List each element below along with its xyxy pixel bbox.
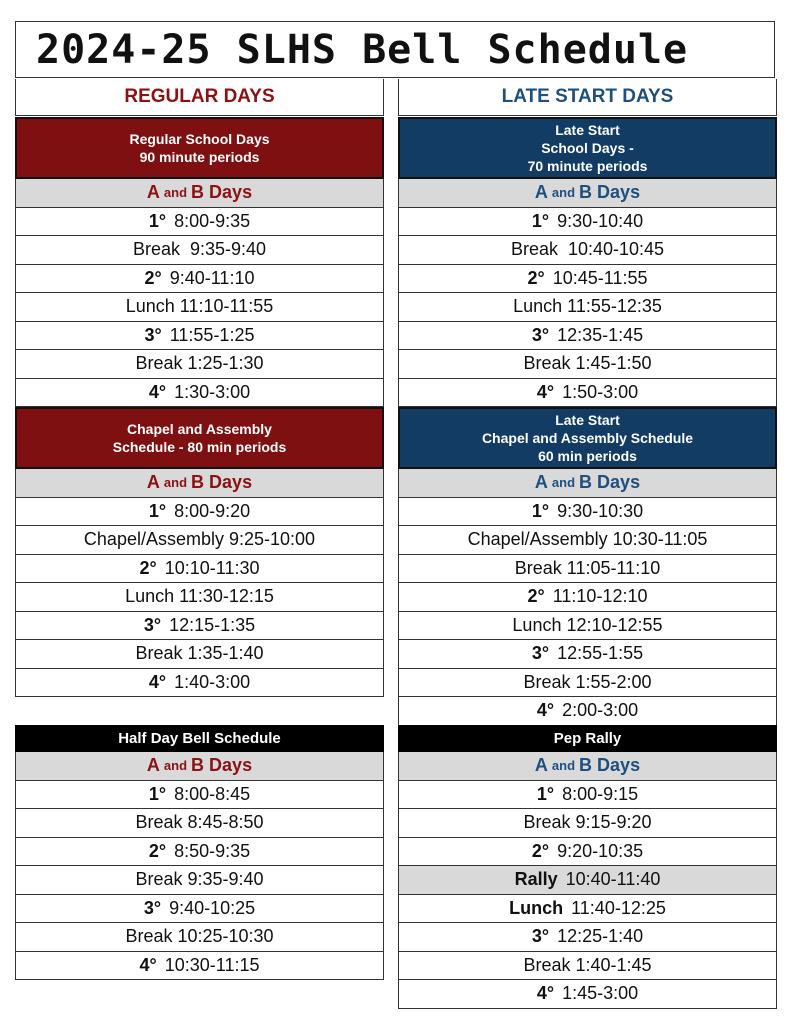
days-header — [16, 179, 383, 208]
days-b: B Days — [191, 755, 253, 776]
schedule-row — [399, 208, 776, 237]
period-label: 4° — [536, 381, 555, 402]
schedule-row — [399, 640, 776, 669]
period-label: 4° — [536, 983, 555, 1004]
days-a: A — [146, 472, 160, 493]
schedule-row — [16, 236, 383, 265]
period-label: 3° — [144, 324, 162, 345]
schedule-rows — [15, 179, 384, 407]
schedule-row — [399, 498, 776, 527]
days-and: and — [163, 475, 188, 491]
period-label: 3° — [143, 614, 162, 635]
time-range: Break 10:25-10:30 — [125, 926, 274, 947]
time-range: 8:50-9:35 — [174, 840, 251, 861]
days-header — [399, 179, 776, 208]
time-range: Chapel/Assembly 10:30-11:05 — [467, 529, 708, 550]
schedule-row — [399, 236, 776, 265]
time-range: Break 9:35-9:40 — [132, 239, 267, 260]
time-range: 12:55-1:55 — [557, 643, 644, 664]
time-range: Break 11:05-11:10 — [514, 557, 661, 578]
time-range: 11:40-12:25 — [571, 897, 666, 918]
schedule-row — [399, 293, 776, 322]
schedule-row — [16, 612, 383, 641]
time-range: Lunch 12:10-12:55 — [512, 614, 663, 635]
period-label: 4° — [536, 700, 555, 721]
banner-line: Pep Rally — [553, 729, 622, 747]
days-a: A — [146, 182, 160, 203]
schedule-row — [16, 895, 383, 924]
schedule-row — [16, 350, 383, 379]
time-range: 8:00-9:15 — [562, 783, 639, 804]
period-label: 1° — [148, 210, 167, 231]
days-a: A — [534, 755, 548, 776]
pep-rally-block — [398, 725, 777, 1009]
period-label: 1° — [148, 500, 167, 521]
half-day-banner — [15, 725, 384, 752]
time-range: 2:00-3:00 — [562, 700, 639, 721]
period-label: 3° — [531, 324, 550, 345]
days-and: and — [551, 475, 576, 491]
late-start-banner — [398, 117, 777, 179]
time-range: Chapel/Assembly 9:25-10:00 — [83, 529, 316, 550]
days-b: B Days — [579, 182, 641, 203]
period-label: 2° — [527, 586, 545, 607]
schedule-row — [16, 952, 383, 981]
schedule-row — [399, 379, 776, 408]
schedule-row — [16, 866, 383, 895]
regular-school-days-block — [15, 117, 384, 407]
late-start-chapel-block — [398, 407, 777, 726]
time-range: 9:30-10:30 — [557, 500, 644, 521]
days-header — [16, 469, 383, 498]
time-range: 10:40-11:40 — [565, 869, 661, 890]
schedule-row — [16, 809, 383, 838]
schedule-row — [16, 293, 383, 322]
schedule-row — [16, 583, 383, 612]
time-range: 9:40-11:10 — [169, 267, 255, 288]
time-range: Lunch 11:30-12:15 — [125, 586, 274, 607]
page-title: 2024-25 SLHS Bell Schedule — [36, 26, 689, 73]
period-label: 4° — [148, 381, 167, 402]
chapel-assembly-block — [15, 407, 384, 697]
regular-days-column — [15, 79, 384, 975]
schedule-row — [399, 612, 776, 641]
schedule-row — [399, 923, 776, 952]
period-label: 1° — [536, 783, 555, 804]
period-label: 2° — [531, 840, 550, 861]
banner-line: 60 min periods — [538, 448, 637, 464]
schedule-row — [399, 526, 776, 555]
time-range: Break 9:15-9:20 — [523, 812, 652, 833]
schedule-row — [399, 265, 776, 294]
late-chapel-banner — [398, 407, 777, 469]
time-range: 1:30-3:00 — [174, 381, 251, 402]
days-a: A — [146, 755, 160, 776]
schedule-row — [399, 669, 776, 698]
period-label: 2° — [148, 840, 167, 861]
period-label: 2° — [144, 267, 162, 288]
time-range: 1:45-3:00 — [562, 983, 639, 1004]
time-range: 8:00-8:45 — [174, 783, 251, 804]
schedule-row — [16, 526, 383, 555]
schedule-rows — [398, 179, 777, 407]
period-label: 4° — [148, 671, 167, 692]
time-range: 12:15-1:35 — [169, 614, 256, 635]
schedule-row — [16, 923, 383, 952]
schedule-row — [399, 980, 776, 1009]
days-b: B Days — [191, 182, 253, 203]
schedule-rows — [15, 752, 384, 980]
schedule-row — [399, 350, 776, 379]
time-range: Break 10:40-10:45 — [510, 239, 665, 260]
banner-line: Regular School Days — [129, 131, 270, 147]
time-range: 12:25-1:40 — [557, 926, 644, 947]
period-label: 1° — [531, 210, 550, 231]
schedule-row — [399, 781, 776, 810]
time-range: Break 1:35-1:40 — [135, 643, 264, 664]
late-start-school-days-block — [398, 117, 777, 407]
pep-rally-banner — [398, 725, 777, 752]
schedule-row — [399, 809, 776, 838]
schedule-row — [399, 555, 776, 584]
banner-line: 70 minute periods — [527, 158, 648, 174]
title-box — [15, 21, 775, 78]
schedule-row — [16, 838, 383, 867]
schedule-rows — [398, 752, 777, 1009]
time-range: 9:40-10:25 — [169, 897, 256, 918]
banner-line: Half Day Bell Schedule — [118, 729, 281, 747]
schedule-rows — [398, 469, 777, 726]
days-a: A — [534, 182, 548, 203]
days-b: B Days — [579, 755, 641, 776]
time-range: Lunch 11:55-12:35 — [513, 296, 662, 317]
period-label: 3° — [143, 897, 162, 918]
time-range: Break 9:35-9:40 — [135, 869, 264, 890]
time-range: 8:00-9:20 — [174, 500, 251, 521]
period-label: 3° — [531, 926, 550, 947]
late-start-heading: LATE START DAYS — [398, 79, 777, 116]
period-label: 3° — [531, 643, 550, 664]
time-range: 11:10-12:10 — [552, 586, 648, 607]
schedule-row — [16, 265, 383, 294]
time-range: 9:20-10:35 — [557, 840, 644, 861]
schedule-row — [399, 895, 776, 924]
days-b: B Days — [191, 472, 253, 493]
schedule-row — [16, 640, 383, 669]
time-range: 10:10-11:30 — [164, 557, 260, 578]
schedule-row — [16, 555, 383, 584]
time-range: 8:00-9:35 — [174, 210, 251, 231]
schedule-row — [399, 583, 776, 612]
banner-line: Late Start — [555, 122, 620, 138]
time-range: 9:30-10:40 — [557, 210, 644, 231]
period-label: Rally — [514, 869, 558, 890]
period-label: 2° — [527, 267, 545, 288]
time-range: Break 1:55-2:00 — [523, 671, 652, 692]
schedule-row — [399, 322, 776, 351]
banner-line: School Days - — [541, 140, 634, 156]
schedule-rows — [15, 469, 384, 697]
days-and: and — [163, 185, 188, 201]
banner-line: Late Start — [555, 412, 620, 428]
period-label: 2° — [139, 557, 157, 578]
days-and: and — [551, 758, 576, 774]
time-range: 1:40-3:00 — [174, 671, 251, 692]
banner-line: Schedule - 80 min periods — [112, 439, 287, 455]
period-label: 4° — [139, 954, 157, 975]
time-range: 12:35-1:45 — [557, 324, 644, 345]
banner-line: 90 minute periods — [139, 149, 260, 165]
schedule-row — [16, 669, 383, 698]
period-label: Lunch — [509, 897, 564, 918]
regular-banner — [15, 117, 384, 179]
days-and: and — [163, 758, 188, 774]
time-range: 10:45-11:55 — [552, 267, 648, 288]
schedule-row — [16, 781, 383, 810]
days-header — [399, 752, 776, 781]
schedule-row — [399, 838, 776, 867]
time-range: Break 8:45-8:50 — [135, 812, 264, 833]
period-label: 1° — [148, 783, 167, 804]
schedule-row — [399, 866, 776, 895]
days-and: and — [551, 185, 576, 201]
schedule-row — [16, 379, 383, 408]
days-header — [16, 752, 383, 781]
days-header — [399, 469, 776, 498]
days-b: B Days — [579, 472, 641, 493]
time-range: Break 1:40-1:45 — [523, 954, 652, 975]
time-range: Lunch 11:10-11:55 — [125, 296, 274, 317]
time-range: 10:30-11:15 — [164, 954, 260, 975]
time-range: Break 1:45-1:50 — [523, 353, 652, 374]
half-day-block — [15, 725, 384, 980]
late-start-column — [398, 79, 777, 1004]
time-range: 11:55-1:25 — [169, 324, 255, 345]
banner-line: Chapel and Assembly — [127, 421, 272, 437]
schedule-row — [399, 952, 776, 981]
schedule-row — [16, 208, 383, 237]
time-range: 1:50-3:00 — [562, 381, 639, 402]
schedule-row — [399, 697, 776, 726]
period-label: 1° — [531, 500, 550, 521]
regular-days-heading: REGULAR DAYS — [15, 79, 384, 116]
schedule-row — [16, 322, 383, 351]
chapel-banner — [15, 407, 384, 469]
banner-line: Chapel and Assembly Schedule — [481, 430, 694, 446]
time-range: Break 1:25-1:30 — [135, 353, 264, 374]
days-a: A — [534, 472, 548, 493]
schedule-row — [16, 498, 383, 527]
